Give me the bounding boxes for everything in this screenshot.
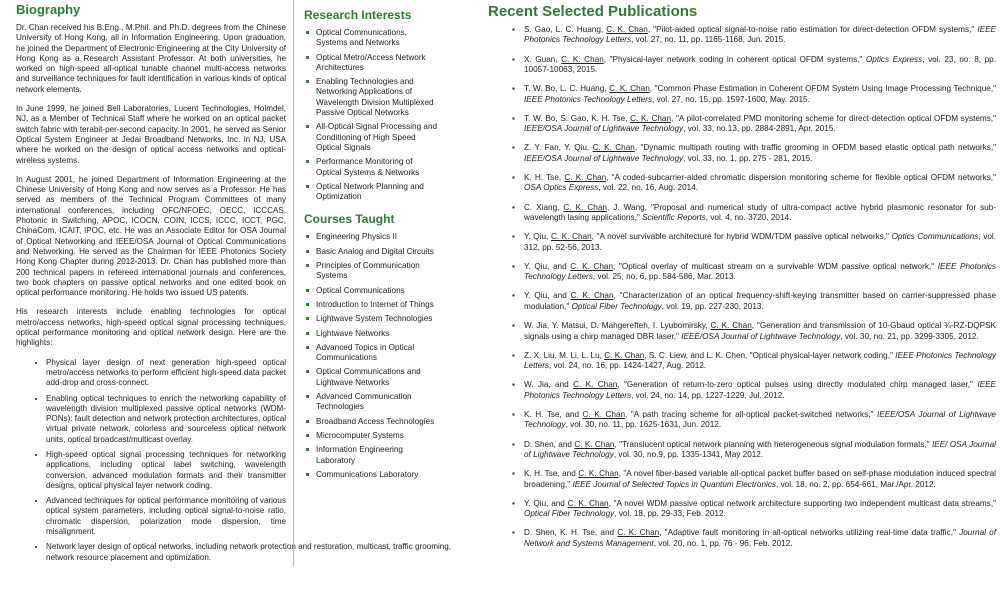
bio-paragraph: In June 1999, he joined Bell Laboratories, Lucent Technologies, Holmdel, NJ, as a Member of Technical Staff where he worked on an optical packet switch fabric with terabit-per-second capacity. In 2001, he served as Senior Optical System Engineer at Jedai Broadband Networks, Inc. in NJ, USA where he worked on the design of optical access networks and optical-wireless systems. (16, 104, 286, 165)
publication-text: T. W. Bo, L. C. Huang, (524, 84, 610, 94)
publication-text: T. W. Bo, S. Gao, K. H. Tse, (524, 113, 631, 123)
publication-text: , "A novel survivable architecture for hybrid WDM/TDM passive optical networks," (591, 232, 892, 242)
publication-text: Y. Qiu, and (524, 498, 568, 508)
author-highlight: C. K. Chan (574, 439, 615, 449)
courses-list (304, 232, 438, 480)
publication-text: , vol. 30, no. 21, pp. 3299-3305, 2012. (840, 331, 979, 341)
publications-title: Recent Selected Publications (488, 3, 698, 20)
journal-name: IEEE Journal of Selected Topics in Quantum Electronics (572, 479, 777, 489)
publication-text: , "Generation and transmission of 10-Gbaud optical ¾-RZ-DQPSK signals using a chirp managed DBR laser," (524, 321, 996, 341)
publication-text: D. Shen, and (524, 439, 575, 449)
course-item: Microcomputer Systems (304, 431, 438, 441)
publication-text: , "Optical overlay of multicast stream on a survivable WDM passive optical network," (613, 261, 938, 271)
publication-item (512, 25, 996, 46)
publication-text: W. Jia, Y. Matsui, D. Mahgerefteh, I. Lyubomirsky, (524, 321, 711, 331)
publication-text: , "Physical-layer network coding in coherent optical OFDM systems," (603, 54, 866, 64)
publication-item (512, 440, 996, 461)
author-highlight: C. K. Chan (564, 173, 607, 183)
author-highlight: C. K. Chan (563, 202, 607, 212)
publication-text: , vol. 18, no. 2, pp. 654-661, Mar./Apr. 2012. (776, 479, 936, 489)
publication-item (512, 84, 996, 105)
publication-item (512, 203, 996, 224)
research-interest-item: Optical Metro/Access Network Architectures (304, 53, 438, 74)
publication-text: , vol. 27, no. 15, pp. 1597-1600, May. 2015. (652, 94, 810, 104)
author-highlight: C. K. Chan (604, 350, 645, 360)
journal-name: IEEE Photonics Technology Letters (524, 94, 653, 104)
course-item: Optical Communications and Lightwave Networks (304, 367, 438, 388)
course-item: Optical Communications (304, 286, 438, 296)
highlight-item: • Advanced techniques for optical performance monitoring of various optical system parameters, including optical signal-to-noise ratio, chromatic dispersion, polarization mode dispersion, time misalignment. (46, 496, 286, 537)
author-highlight: C. K. Chan (630, 113, 672, 123)
journal-name: IEEE/OSA Journal of Lightwave Technology (524, 124, 684, 134)
research-interest-item: All-Optical Signal Processing and Conditioning of High Speed Optical Signals (304, 122, 438, 153)
research-interests-list (304, 28, 438, 202)
author-highlight: C. K. Chan (617, 528, 660, 538)
journal-name: Optical Fiber Technology (571, 301, 662, 311)
publication-text: , "Pilot-aided optical signal-to-noise ratio estimation for direct-detection OFDM systems," (647, 25, 978, 34)
publication-text: , "Common Phase Estimation in Coherent OFDM System Using Image Processing Technique," (649, 84, 997, 94)
publication-text: , "A coded-subcarrier-aided chromatic dispersion monitoring scheme for flexible optical OFDM networks," (606, 173, 996, 183)
publication-text: , vol. 30, no.9, pp. 1335-1341, May 2012. (613, 449, 764, 459)
publication-item (512, 410, 996, 431)
course-item: Lightwave System Technologies (304, 314, 438, 324)
research-interests-title: Research Interests (304, 8, 412, 22)
publication-text: , J. Wang, "Proposal and numerical study of ultra-compact active hybrid plasmonic resonator for sub-wavelength lasing applications," (524, 202, 997, 223)
publications-list (488, 25, 996, 549)
journal-name: IEEE/OSA Journal of Lightwave Technology (524, 409, 996, 430)
journal-name: IEEE/OSA Journal of Lightwave Technology (524, 153, 684, 163)
publication-text: , "A novel WDM passive optical network architecture supporting two independent multicast data streams," (608, 498, 997, 508)
bio-paragraph: In August 2001, he joined Department of Information Engineering at the Chinese University of Hong Kong and now serves as a Professor. He has served as members of the Technical Program Committees of many international conferences, including OFC/NFOEC, OECC, ICCCAS, Photonic in Switching, APOC, ICOCN, COIN, ICCS, ICCC, ICCT, PGC, ChinaCom, ICAIT, IPOC, etc. He was an Associate Editor for OSA Journal of Optical Networking and IEEE/OSA Journal of Optical Communications and Networking. He served as the Chairman for IEEE Photonics Society Hong Kong Chapter during 2012-2013. Dr. Chan has published more than 200 technical papers in refereed international journals and conferences, two book chapters on passive optical networks and one edited book on optical performance monitoring. He holds two issued US patents. (16, 174, 286, 298)
journal-name: IEEE Photonics Technology Letters (524, 25, 996, 45)
publication-text: W. Jia, and (524, 380, 574, 390)
publication-text: , vol. 23, no. 8, pp. 10057-10063, 2015. (524, 54, 997, 75)
publication-item (512, 262, 996, 283)
research-interest-item: Performance Monitoring of Optical Systems & Networks (304, 157, 438, 178)
publication-item (512, 291, 996, 312)
publication-text: , vol. 30, no. 11, pp. 1625-1631, Jun. 2012. (565, 420, 722, 430)
course-item: Basic Analog and Digital Circuits (304, 247, 438, 257)
author-highlight: C. K. Chan (570, 291, 614, 301)
author-highlight: C. K. Chan (710, 321, 752, 331)
publication-text: , vol. 24, no. 16, pp. 1424-1427, Aug. 2012. (549, 361, 707, 371)
highlight-item: • High-speed optical signal processing techniques for networking applications, including optical label switching, wavelength conversion, advanced modulation formats and their transmitter designs, optical physical layer network coding. (46, 450, 286, 491)
publication-item (512, 469, 996, 490)
publication-text: , vol. 33, no.13, pp. 2884-2891, Apr. 2015. (683, 124, 836, 134)
journal-name: OSA Optics Express (524, 183, 599, 193)
publication-text: K. H. Tse, and (524, 469, 579, 479)
course-item: Communications Laboratory (304, 470, 438, 480)
publication-text: , S. C. Liew, and L. K. Chen, "Optical physical-layer network coding," (644, 350, 896, 360)
publication-item (512, 232, 996, 253)
course-item: Advanced Topics in Optical Communications (304, 343, 438, 364)
publication-text: , vol. 19, pp. 227-230, 2013. (661, 301, 764, 311)
publications-section (488, 0, 996, 558)
publication-text: , vol. 20, no. 1, pp. 76 - 96, Feb. 2012. (653, 538, 793, 548)
publication-item (512, 55, 996, 76)
publication-text: S. Gao, L. C. Huang, (524, 25, 607, 34)
publication-text: C. Xiang, (524, 202, 564, 212)
journal-name: Optics Express (865, 54, 923, 64)
publication-text: Z. Y. Fan, Y. Qiu, (524, 143, 593, 153)
highlight-item: • Enabling optical techniques to enrich the networking capability of wavelength division multiplexed passive optical networks (WDM-PONs): fault detection and network protection architectures, optical virtual private network, colorless and sourceless optical network units, optical broadcast/multicast overlay. (46, 394, 286, 445)
bio-paragraph: Dr. Chan received his B.Eng., M.Phil. and Ph.D. degrees from the Chinese University of Hong Kong, all in Information Engineering. Upon graduation, he joined the Department of Electronic Engineering at the City University of Hong Kong as a Research Assistant Professor. At both universities, he worked on high-speed all-optical tunable channel multi-access networks and surveillance techniques for fault identification in various kinds of optical network elements. (16, 23, 286, 94)
publication-text: , vol. 22, no. 16, Aug. 2014. (598, 183, 699, 193)
author-highlight: C. K. Chan (550, 232, 592, 242)
research-interest-item: Optical Communications, Systems and Networks (304, 28, 438, 49)
course-item: Broadband Access Technologies (304, 417, 438, 427)
course-item: Advanced Communication Technologies (304, 392, 438, 413)
sidebar (293, 0, 438, 566)
publication-text: , "Adaptive fault monitoring in all-optical networks utilizing real-time data traffic," (659, 528, 960, 538)
journal-name: Journal of Network and Systems Management (524, 528, 997, 548)
journal-name: IEEE Photonics Technology Letters (524, 261, 996, 282)
author-highlight: C. K. Chan (578, 469, 619, 479)
highlight-item: • Network layer design of optical networks, including network protection and restoration, multicast, traffic grooming, network resource placement and optimization. (46, 542, 451, 563)
author-highlight: C. K. Chan (573, 380, 618, 390)
publication-text: , "Characterization of an optical frequency-shift-keying transmitter based on carrier-suppressed phase modulation," (524, 291, 997, 311)
journal-name: Optical Fiber Technology (524, 509, 615, 519)
author-highlight: C. K. Chan (592, 143, 635, 153)
publication-text: , "Generation of return-to-zero optical pulses using directly modulated chirp managed laser," (617, 380, 978, 390)
course-item: Information Engineering Laboratory (304, 445, 438, 466)
journal-name: IEE/ OSA Journal of Lightwave Technology (524, 439, 996, 459)
publication-text: , vol. 312, pp. 52-56, 2013. (524, 232, 996, 252)
publication-text: , "A pilot-correlated PMD monitoring scheme for direct-detection optical OFDM systems," (671, 113, 997, 123)
author-highlight: C. K. Chan (606, 25, 648, 34)
publication-item (512, 528, 996, 549)
author-highlight: C. K. Chan (609, 84, 650, 94)
publication-text: Z. X. Liu, M. Li, L. Lu, (524, 350, 605, 360)
author-highlight: C. K. Chan (561, 54, 604, 64)
publication-item (512, 321, 996, 342)
author-highlight: C. K. Chan (582, 409, 626, 419)
publication-text: X. Guan, (524, 54, 562, 64)
publication-text: Y. Qiu, and (524, 261, 571, 271)
publication-text: , vol. 18, pp. 29-33, Feb. 2012. (614, 509, 726, 519)
author-highlight: C. K. Chan (570, 261, 614, 271)
course-item: Lightwave Networks (304, 329, 438, 339)
publication-text: , vol. 25, no. 6, pp. 584-586, Mar. 2013. (592, 272, 736, 282)
publication-text: K. H. Tse, (524, 173, 565, 183)
research-interest-item: Optical Network Planning and Optimization (304, 182, 438, 203)
publication-text: D. Shen, K. H. Tse, and (524, 528, 618, 538)
publication-text: K. H. Tse, and (524, 409, 583, 419)
publication-text: , vol. 4, no. 3720, 2014. (705, 213, 792, 223)
publication-text: , vol. 33, no. 1, pp. 275 - 281, 2015. (683, 153, 813, 163)
bio-paragraph: His research interests include enabling technologies for optical metro/access networks, high-speed optical signal processing techniques, optical performance monitoring and optical network design. Here are the highlights: (16, 307, 286, 348)
publication-text: , "A path tracing scheme for all-optical packet-switched networks," (625, 409, 877, 419)
journal-name: IEEE Photonics Technology Letters (524, 350, 996, 371)
publication-text: , vol. 24, no. 14, pp. 1227-1229, Jul. 2012. (631, 390, 785, 400)
publication-item (512, 499, 996, 520)
course-item: Principles of Communication Systems (304, 261, 438, 282)
publication-text: , vol. 27, no. 11, pp. 1165-1168, Jun. 2015. (631, 35, 786, 45)
publication-text: , "A novel fiber-based variable all-optical packet buffer based on self-phase modulation induced spectral broadening," (524, 469, 996, 489)
journal-name: Optics Communications (891, 232, 979, 242)
publication-text: , "Translucent optical network planning with heterogeneous signal modulation formats," (614, 439, 932, 449)
publication-text: , "Dynamic multipath routing with traffic grooming in OFDM based elastic optical path networks," (634, 143, 996, 153)
biography-title: Biography (16, 2, 81, 17)
publication-text: Y. Qiu, and (524, 291, 571, 301)
publication-item (512, 143, 996, 164)
journal-name: Scientific Reports (642, 213, 706, 223)
author-highlight: C. K. Chan (567, 498, 609, 508)
publication-item (512, 114, 996, 135)
course-item: Introduction to Internet of Things (304, 300, 438, 310)
publication-item (512, 380, 996, 401)
publication-text: Y. Qiu, (524, 232, 551, 242)
course-item: Engineering Physics II (304, 232, 438, 242)
research-interest-item: Enabling Technologies and Networking Applications of Wavelength Division Multiplexed Passive Optical Networks (304, 77, 438, 118)
courses-title: Courses Taught (304, 212, 395, 227)
publication-item (512, 351, 996, 372)
journal-name: IEEE/OSA Journal of Lightwave Technology (681, 331, 841, 341)
highlight-item: • Physical layer design of next generation high-speed optical metro/access networks to perform efficient high-speed data packet add-drop and cross-connect. (46, 358, 286, 389)
journal-name: IEEE Photonics Technology Letters (524, 380, 997, 400)
publication-item (512, 173, 996, 194)
